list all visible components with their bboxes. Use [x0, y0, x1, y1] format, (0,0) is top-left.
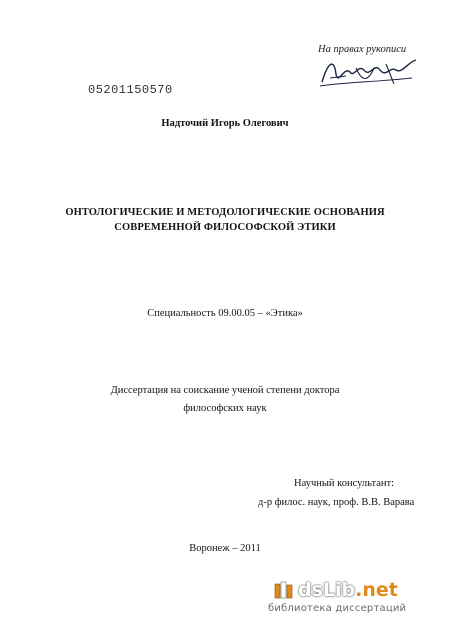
brand-ds: ds: [298, 579, 323, 601]
dslib-watermark[interactable]: [260, 579, 440, 617]
rights-note: На правах рукописи: [318, 44, 407, 55]
title-line: ОНТОЛОГИЧЕСКИЕ И МЕТОДОЛОГИЧЕСКИЕ ОСНОВАНИЯ: [65, 207, 385, 218]
scientific-consultant: [258, 474, 414, 512]
consultant-label: Научный консультант:: [294, 478, 395, 489]
dissertation-title: [0, 205, 450, 235]
thesis-line: философских наук: [183, 403, 267, 414]
watermark-subtitle: библиотека диссертаций: [268, 603, 407, 614]
thesis-line: Диссертация на соискание ученой степени доктора: [110, 385, 340, 396]
specialty: Специальность 09.00.05 – «Этика»: [147, 308, 303, 319]
registration-number: 05201150570: [88, 83, 173, 97]
brand-lib: Lib: [322, 579, 356, 601]
consultant-name: д-р филос. наук, проф. В.В. Варава: [258, 497, 415, 508]
thesis-degree: [0, 382, 450, 418]
city-year: Воронеж – 2011: [189, 543, 261, 554]
books-icon: [274, 581, 296, 599]
title-line: СОВРЕМЕННОЙ ФИЛОСОФСКОЙ ЭТИКИ: [114, 222, 336, 233]
author-name: Надточий Игорь Олегович: [161, 118, 289, 129]
handwritten-signature: [316, 52, 422, 90]
watermark-brand: [298, 579, 398, 601]
brand-net: .net: [355, 579, 398, 601]
